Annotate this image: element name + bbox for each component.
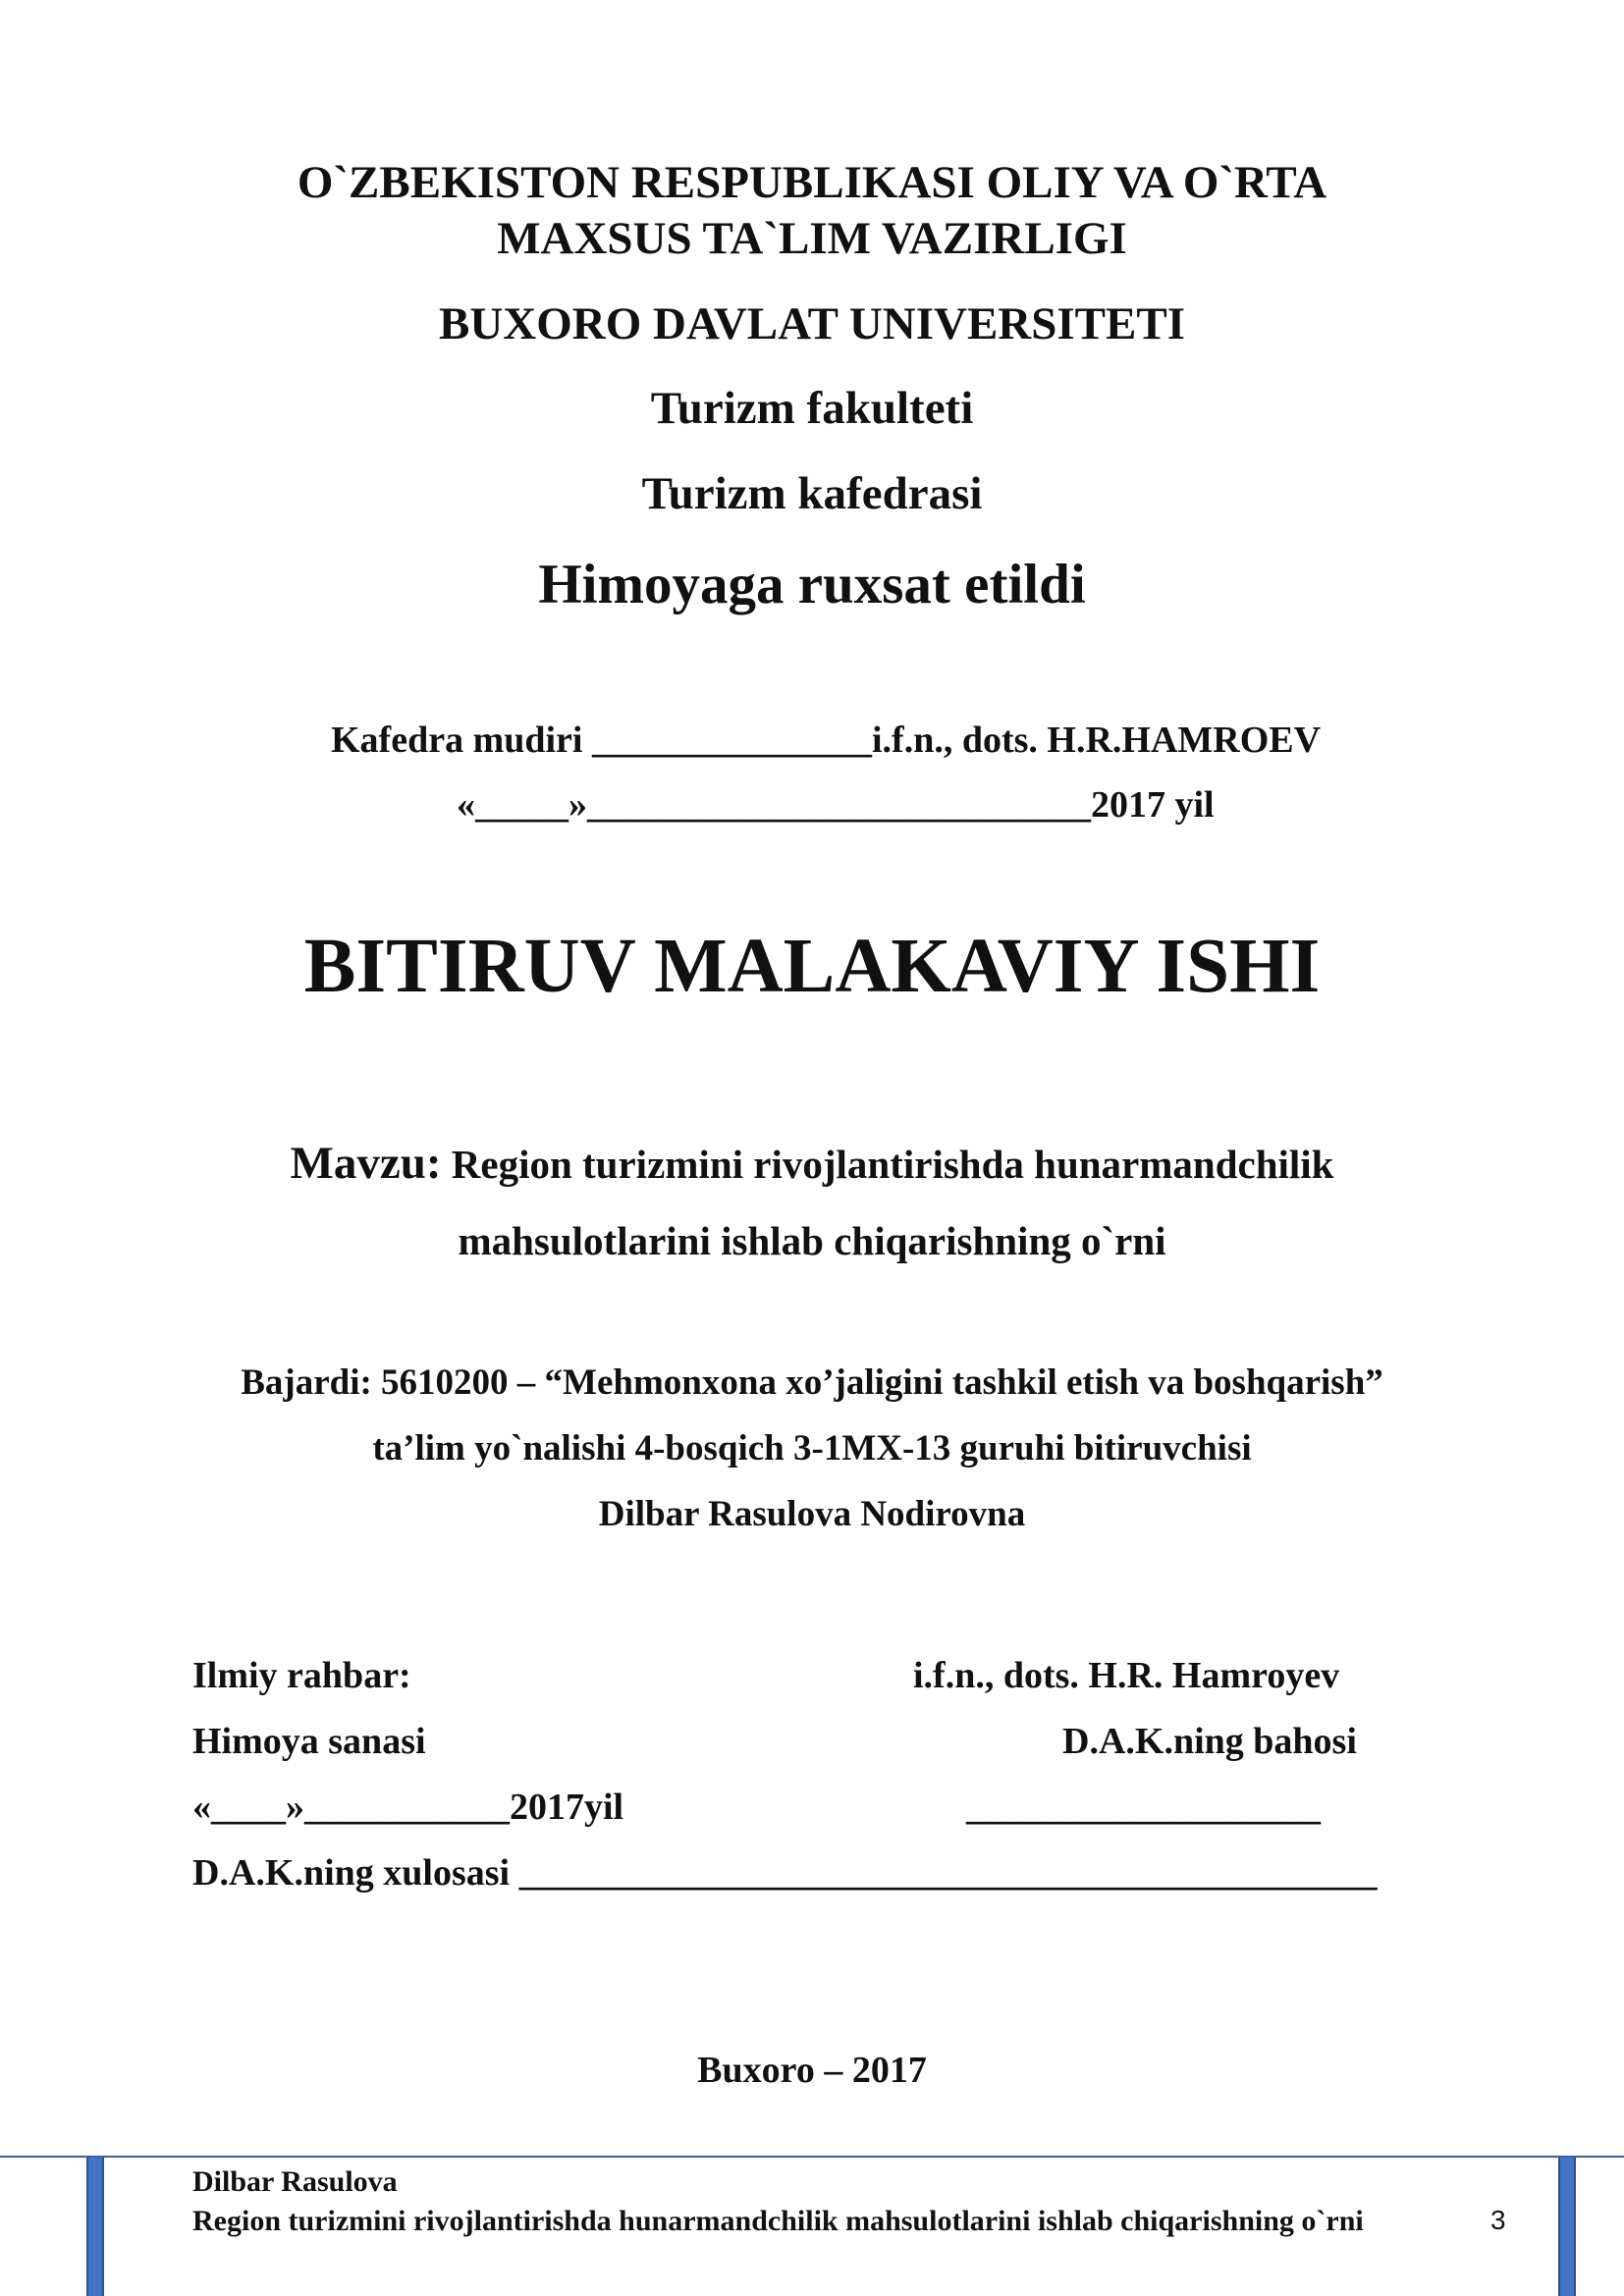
ministry-name <box>0 155 1624 267</box>
defense-date-label: Himoya sanasi <box>192 1721 426 1762</box>
footer-running-title: Region turizmini rivojlantirishda hunarmandchilik mahsulotlarini ishlab chiqarishning o`rni <box>192 2205 1364 2237</box>
student-name: Dilbar Rasulova Nodirovna <box>598 1494 1026 1534</box>
page-number: 3 <box>1490 2205 1506 2235</box>
topic-text-1: Region turizmini rivojlantirishda hunarmandchilik <box>451 1142 1334 1187</box>
university-name: BUXORO DAVLAT UNIVERSITETI <box>438 298 1186 349</box>
defense-date-blank: «____»___________2017yil <box>192 1787 624 1828</box>
faculty-name: Turizm fakulteti <box>650 383 974 434</box>
performed-by-line-2: ta’lim yo`nalishi 4-bosqich 3-1MX-13 guruhi bitiruvchisi <box>372 1428 1252 1468</box>
document-title: BITIRUV MALAKAVIY ISHI <box>303 924 1321 1009</box>
ministry-line-2: MAXSUS TA`LIM VAZIRLIGI <box>497 213 1127 264</box>
approval-date-line: «_____»___________________________2017 yil <box>457 784 1215 826</box>
commission-conclusion-line: D.A.K.ning xulosasi ______________________________________________ <box>192 1852 1378 1894</box>
footer-left-bar <box>86 2158 104 2296</box>
approval-heading: Himoyaga ruxsat etildi <box>538 554 1086 615</box>
grade-label: D.A.K.ning bahosi <box>1062 1721 1357 1762</box>
topic-line-1 <box>0 1137 1624 1190</box>
topic-label: Mavzu: <box>290 1138 442 1189</box>
footer-right-bar <box>1558 2158 1576 2296</box>
footer-author: Dilbar Rasulova <box>192 2165 398 2198</box>
department-name: Turizm kafedrasi <box>641 468 983 519</box>
supervisor-value: i.f.n., dots. H.R. Hamroyev <box>913 1655 1340 1696</box>
grade-blank: ___________________ <box>966 1787 1321 1828</box>
department-head-line: Kafedra mudiri _______________i.f.n., dots. H.R.HAMROEV <box>331 720 1322 761</box>
topic-line-2: mahsulotlarini ishlab chiqarishning o`rni <box>458 1218 1166 1263</box>
city-year: Buxoro – 2017 <box>697 2050 927 2091</box>
footer-divider <box>0 2156 1624 2158</box>
performed-by-line-1: Bajardi: 5610200 – “Mehmonxona xo’jaligini tashkil etish va boshqarish” <box>241 1362 1383 1403</box>
ministry-line-1: O`ZBEKISTON RESPUBLIKASI OLIY VA O`RTA <box>297 157 1327 208</box>
supervisor-label: Ilmiy rahbar: <box>192 1655 411 1696</box>
